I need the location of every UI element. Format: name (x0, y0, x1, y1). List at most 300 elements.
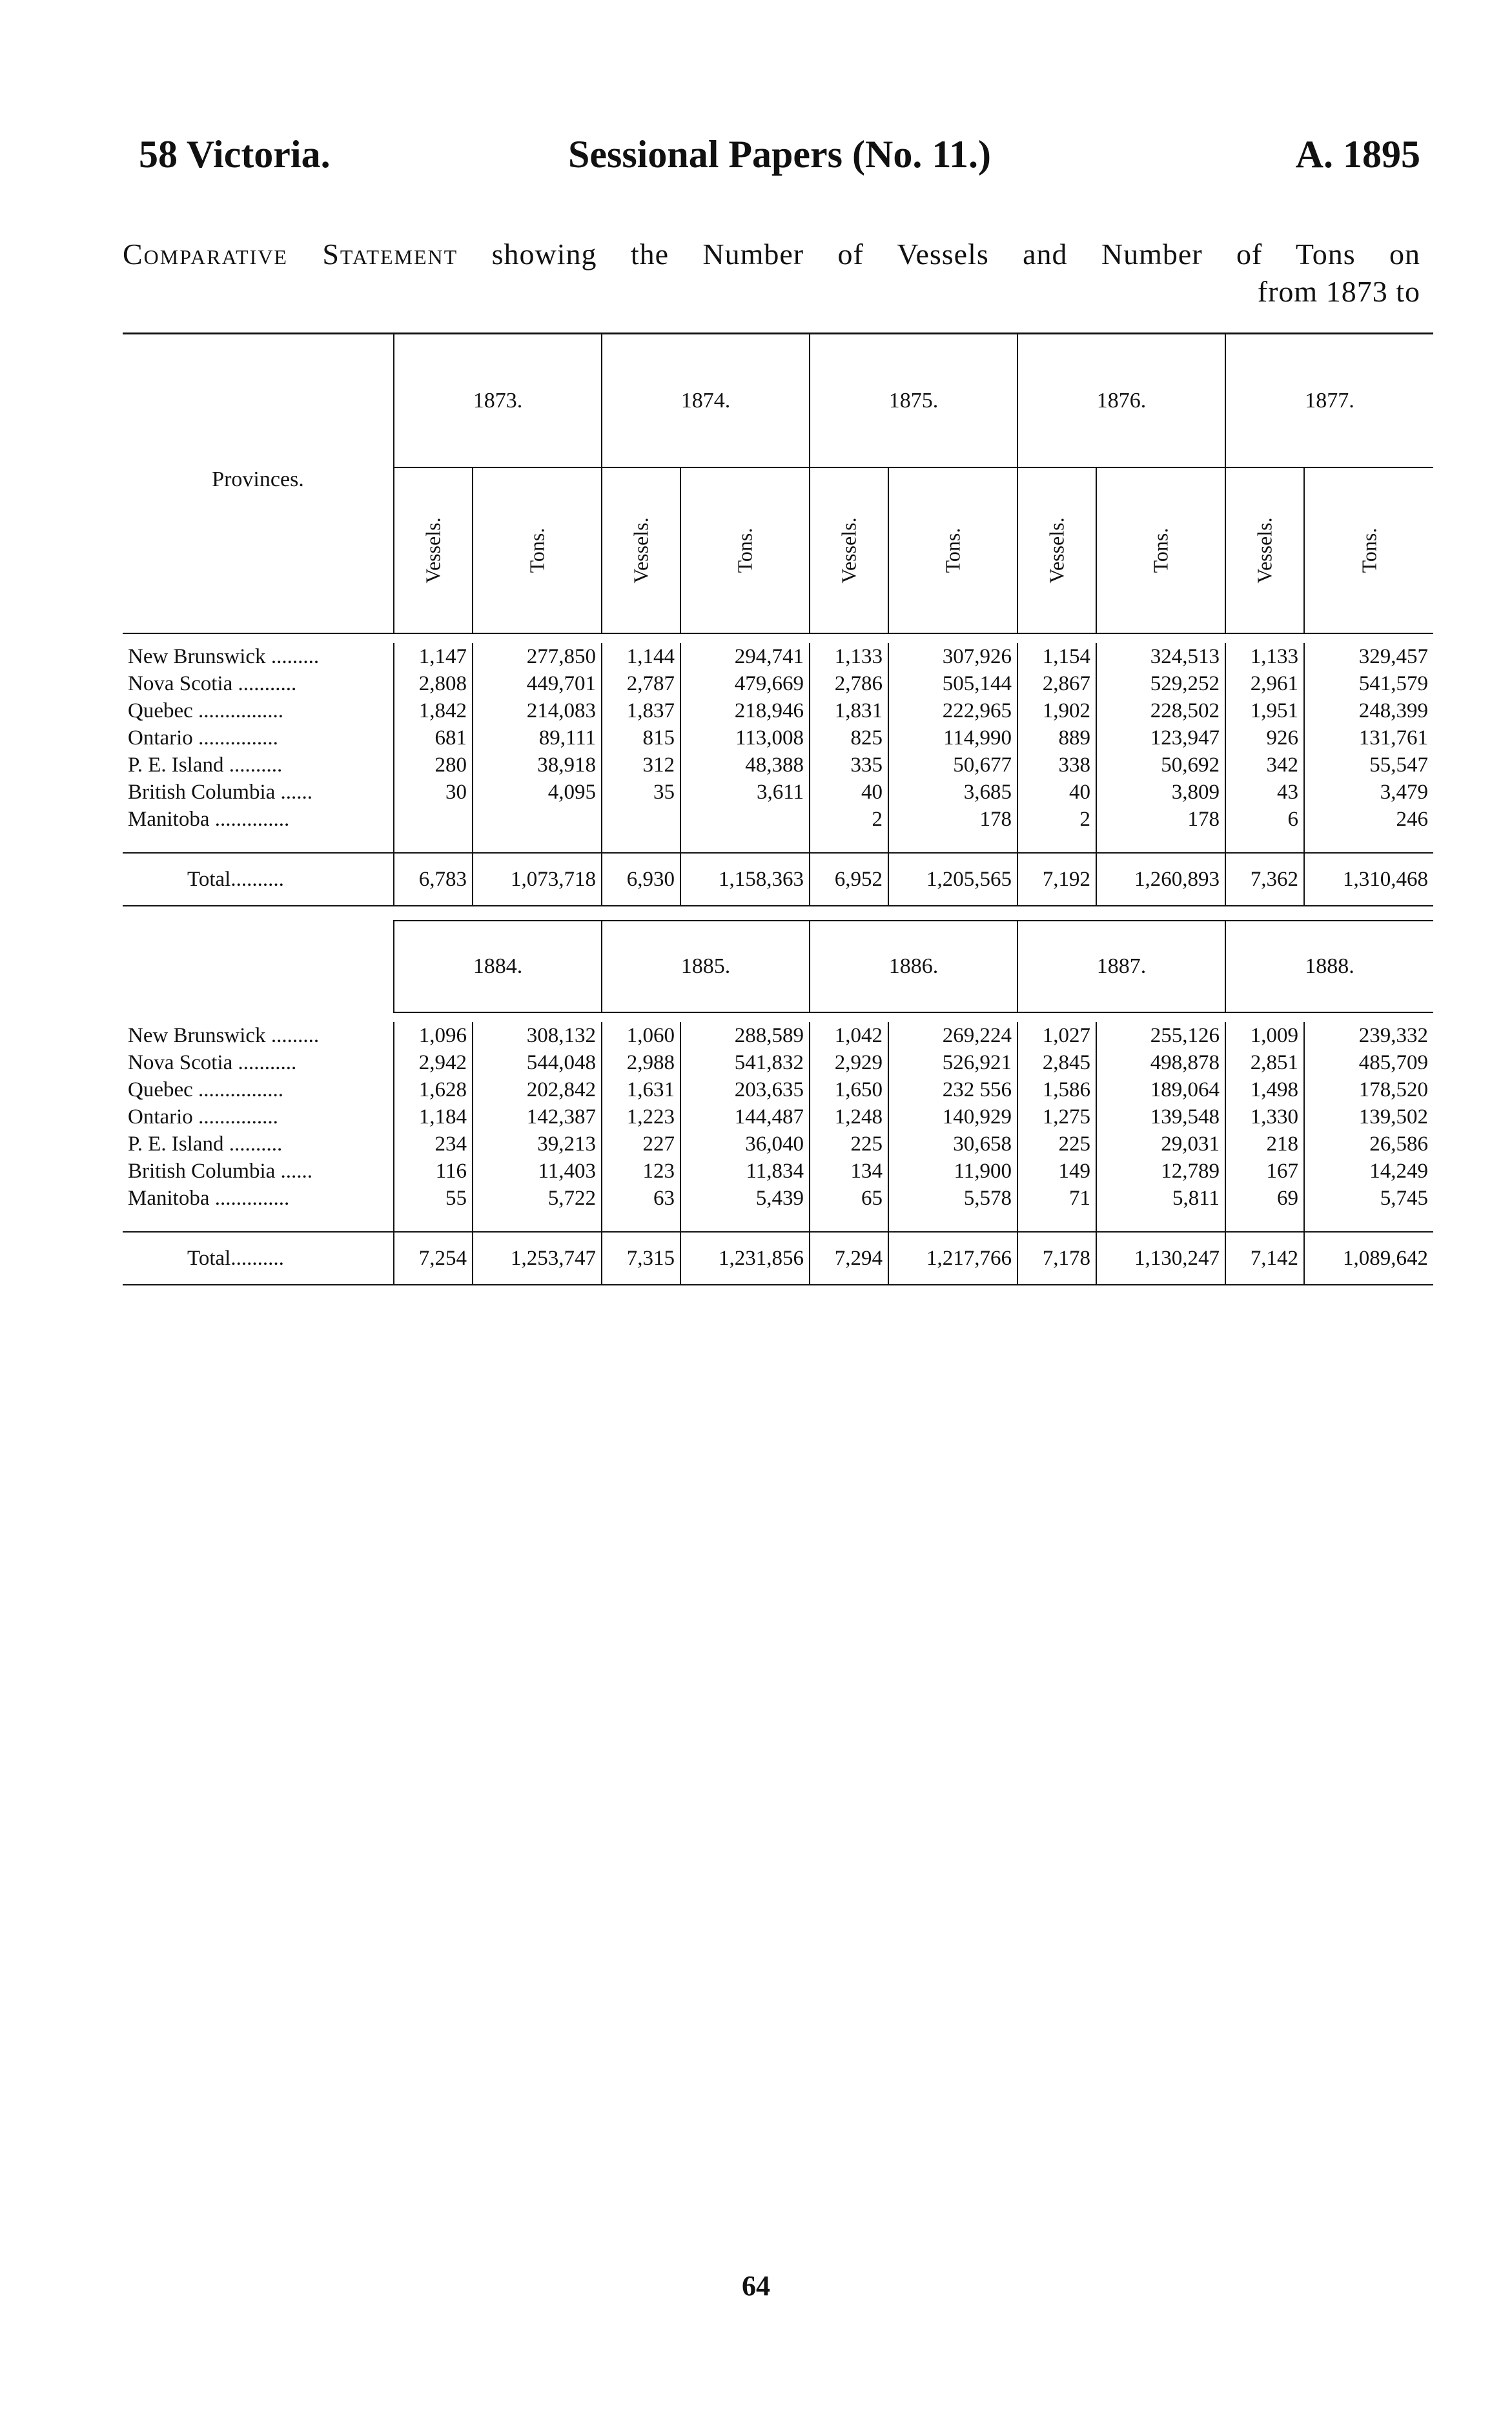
tons-cell: 277,850 (473, 643, 602, 670)
tons-label: Tons. (733, 527, 757, 573)
gap-cell (473, 1212, 602, 1232)
vessels-cell: 2,961 (1225, 670, 1304, 697)
vessels-cell: 335 (810, 752, 888, 779)
gap-cell (1096, 1212, 1225, 1232)
leader-dots: ........... (232, 1051, 297, 1074)
tons-cell: 5,439 (680, 1185, 810, 1212)
total-vessels: 6,952 (810, 853, 888, 906)
vessels-subheader (1017, 467, 1096, 633)
gap-cell (1304, 833, 1433, 853)
tons-cell: 3,611 (680, 779, 810, 806)
table-row (123, 697, 1433, 724)
vessels-cell: 2,786 (810, 670, 888, 697)
province-name (123, 1131, 394, 1158)
province-label: Quebec (128, 1078, 193, 1101)
province-name (123, 1185, 394, 1212)
province-name (123, 1103, 394, 1131)
leader-dots: ................ (192, 1078, 284, 1101)
vessels-cell: 1,498 (1225, 1076, 1304, 1103)
total-tons: 1,310,468 (1304, 853, 1433, 906)
vessels-cell: 1,060 (602, 1022, 680, 1049)
vessels-cell: 225 (1017, 1131, 1096, 1158)
total-row (123, 853, 1433, 906)
leader-dots: ............... (192, 1105, 278, 1129)
caption-line-1-rest: showing the Number of Vessels and Number of Tons on (458, 238, 1420, 271)
tons-cell: 50,692 (1096, 752, 1225, 779)
vessels-cell: 218 (1225, 1131, 1304, 1158)
total-tons: 1,089,642 (1304, 1232, 1433, 1285)
header-title: Sessional Papers (No. 11.) (567, 133, 992, 176)
gap-row (123, 833, 1433, 853)
vessels-cell (394, 806, 473, 833)
vessels-cell: 2 (810, 806, 888, 833)
tons-cell: 38,918 (473, 752, 602, 779)
leader-dots: .............. (209, 1187, 290, 1210)
vessels-cell: 1,842 (394, 697, 473, 724)
total-vessels: 7,142 (1225, 1232, 1304, 1285)
province-name (123, 724, 394, 752)
gap-cell (888, 1212, 1017, 1232)
tons-cell: 294,741 (680, 643, 810, 670)
total-label: Total (187, 1246, 231, 1270)
spacer-cell (123, 1012, 1433, 1022)
tons-cell: 114,990 (888, 724, 1017, 752)
province-name (123, 752, 394, 779)
vessels-cell: 1,586 (1017, 1076, 1096, 1103)
vessels-cell: 55 (394, 1185, 473, 1212)
vessels-cell: 1,951 (1225, 697, 1304, 724)
province-label: New Brunswick (128, 1024, 266, 1047)
tons-cell: 12,789 (1096, 1158, 1225, 1185)
vessels-cell: 149 (1017, 1158, 1096, 1185)
province-label: Manitoba (128, 1187, 210, 1210)
vessels-cell: 2,851 (1225, 1049, 1304, 1076)
tons-cell: 89,111 (473, 724, 602, 752)
year-header: 1885. (602, 921, 810, 1012)
total-vessels: 6,783 (394, 853, 473, 906)
total-tons: 1,130,247 (1096, 1232, 1225, 1285)
vessels-cell: 2,845 (1017, 1049, 1096, 1076)
province-name (123, 697, 394, 724)
tons-cell: 529,252 (1096, 670, 1225, 697)
provinces-label: Provinces. (123, 467, 394, 633)
tons-cell: 48,388 (680, 752, 810, 779)
table-row (123, 1022, 1433, 1049)
tons-cell: 11,834 (680, 1158, 810, 1185)
leader-dots: ......... (265, 1024, 320, 1047)
spacer-cell (123, 633, 1433, 643)
total-tons: 1,217,766 (888, 1232, 1017, 1285)
province-name (123, 1022, 394, 1049)
tons-cell: 5,722 (473, 1185, 602, 1212)
table-row (123, 1185, 1433, 1212)
tons-subheader (473, 467, 602, 633)
vessels-subheader (1225, 467, 1304, 633)
spacer-row (123, 633, 1433, 643)
vessels-cell: 167 (1225, 1158, 1304, 1185)
tons-cell: 3,809 (1096, 779, 1225, 806)
tons-cell: 26,586 (1369, 1132, 1428, 1156)
tons-cell: 308,132 (473, 1022, 602, 1049)
leader-dots: .......... (230, 867, 284, 891)
year-header: 1875. (810, 334, 1017, 468)
province-name (123, 779, 394, 806)
table-row (123, 806, 1433, 833)
tons-cell: 255,126 (1096, 1022, 1225, 1049)
spacer-row (123, 1012, 1433, 1022)
vessels-cell: 1,902 (1017, 697, 1096, 724)
tons-cell: 142,387 (473, 1103, 602, 1131)
tons-cell: 5,578 (888, 1185, 1017, 1212)
vessels-cell: 280 (394, 752, 473, 779)
vessels-cell: 889 (1017, 724, 1096, 752)
tons-cell: 239,332 (1358, 1024, 1428, 1047)
total-vessels: 7,254 (394, 1232, 473, 1285)
vessels-cell: 1,147 (394, 643, 473, 670)
province-label: New Brunswick (128, 645, 266, 668)
table-row (123, 1049, 1433, 1076)
leader-dots: .............. (209, 808, 290, 831)
province-label: P. E. Island (128, 753, 224, 777)
vessels-cell: 69 (1225, 1185, 1304, 1212)
leader-dots: ...... (275, 1160, 313, 1183)
vessels-cell: 225 (810, 1131, 888, 1158)
column-subheader-row (123, 467, 1433, 633)
tons-cell: 214,083 (473, 697, 602, 724)
gap-cell (1096, 833, 1225, 853)
year-header: 1887. (1017, 921, 1225, 1012)
year-header: 1886. (810, 921, 1017, 1012)
vessels-cell: 40 (810, 779, 888, 806)
gap-cell (810, 1212, 888, 1232)
table-row (123, 1131, 1433, 1158)
tons-cell: 329,457 (1358, 645, 1428, 668)
tons-cell: 485,709 (1358, 1051, 1428, 1074)
tons-cell: 55,547 (1369, 753, 1428, 777)
vessels-cell: 1,096 (394, 1022, 473, 1049)
header-volume: 58 Victoria. (139, 133, 331, 176)
tons-cell: 541,832 (680, 1049, 810, 1076)
table-row (123, 670, 1433, 697)
vessels-cell: 65 (810, 1185, 888, 1212)
province-label: British Columbia (128, 781, 276, 804)
gap-cell (1017, 833, 1096, 853)
tons-cell: 5,745 (1380, 1187, 1428, 1210)
province-name (123, 1158, 394, 1185)
vessels-cell: 338 (1017, 752, 1096, 779)
tons-cell: 139,548 (1096, 1103, 1225, 1131)
tons-label: Tons. (1356, 527, 1380, 573)
province-label: British Columbia (128, 1160, 276, 1183)
vessels-cell: 681 (394, 724, 473, 752)
total-tons: 1,260,893 (1096, 853, 1225, 906)
vessels-cell: 123 (602, 1158, 680, 1185)
table-caption (123, 236, 1420, 311)
tons-cell: 178 (888, 806, 1017, 833)
year-header: 1888. (1225, 921, 1433, 1012)
tons-cell: 140,929 (888, 1103, 1017, 1131)
tons-cell: 178,520 (1358, 1078, 1428, 1101)
tons-cell: 218,946 (680, 697, 810, 724)
vessels-cell: 1,223 (602, 1103, 680, 1131)
tons-cell: 203,635 (680, 1076, 810, 1103)
vessels-cell: 2,929 (810, 1049, 888, 1076)
vessels-cell: 134 (810, 1158, 888, 1185)
tons-cell: 14,249 (1369, 1160, 1428, 1183)
year-header: 1874. (602, 334, 810, 468)
table-row (123, 643, 1433, 670)
vessels-cell: 926 (1225, 724, 1304, 752)
total-label-cell (123, 853, 394, 906)
year-header: 1876. (1017, 334, 1225, 468)
gap-cell (1225, 1212, 1304, 1232)
tons-cell: 30,658 (888, 1131, 1017, 1158)
tons-cell: 498,878 (1096, 1049, 1225, 1076)
gap-cell (1017, 1212, 1096, 1232)
gap-cell (602, 1212, 680, 1232)
tons-cell: 449,701 (473, 670, 602, 697)
gap-cell (1304, 1212, 1433, 1232)
gap-cell (123, 1212, 394, 1232)
vessels-cell: 227 (602, 1131, 680, 1158)
leader-dots: ......... (265, 645, 320, 668)
tons-cell: 11,403 (473, 1158, 602, 1185)
statement-table-1884-1888 (123, 920, 1433, 1285)
tons-cell: 4,095 (473, 779, 602, 806)
gap-cell (602, 833, 680, 853)
tons-cell: 189,064 (1096, 1076, 1225, 1103)
vessels-cell: 1,042 (810, 1022, 888, 1049)
gap-cell (1225, 833, 1304, 853)
tons-cell: 232 556 (888, 1076, 1017, 1103)
vessels-cell: 1,027 (1017, 1022, 1096, 1049)
province-label: Quebec (128, 699, 193, 722)
total-label: Total (187, 867, 231, 891)
vessels-label: Vessels. (629, 517, 653, 584)
province-name (123, 1049, 394, 1076)
tons-cell: 178 (1096, 806, 1225, 833)
vessels-cell: 1,631 (602, 1076, 680, 1103)
vessels-cell: 1,837 (602, 697, 680, 724)
total-row (123, 1232, 1433, 1285)
year-header-row (123, 334, 1433, 468)
vessels-label: Vessels. (837, 517, 861, 584)
leader-dots: ........... (232, 672, 297, 695)
tons-cell: 50,677 (888, 752, 1017, 779)
gap-cell (394, 833, 473, 853)
table-row (123, 752, 1433, 779)
tons-cell: 144,487 (680, 1103, 810, 1131)
gap-cell (473, 833, 602, 853)
tons-cell: 307,926 (888, 643, 1017, 670)
total-label-cell (123, 1232, 394, 1285)
leader-dots: .......... (223, 753, 283, 777)
vessels-cell: 1,184 (394, 1103, 473, 1131)
gap-cell (394, 1212, 473, 1232)
tons-cell: 324,513 (1096, 643, 1225, 670)
total-tons: 1,253,747 (473, 1232, 602, 1285)
vessels-cell: 825 (810, 724, 888, 752)
vessels-cell: 6 (1225, 806, 1304, 833)
total-vessels: 7,178 (1017, 1232, 1096, 1285)
tons-cell: 288,589 (680, 1022, 810, 1049)
tons-cell: 3,479 (1380, 781, 1428, 804)
vessels-cell: 2,808 (394, 670, 473, 697)
year-header: 1873. (394, 334, 602, 468)
vessels-subheader (394, 467, 473, 633)
tons-subheader (680, 467, 810, 633)
tons-cell: 113,008 (680, 724, 810, 752)
page-number: 64 (742, 2270, 770, 2302)
vessels-cell: 2,942 (394, 1049, 473, 1076)
gap-cell (680, 833, 810, 853)
province-label: Ontario (128, 1105, 193, 1129)
vessels-cell: 1,330 (1225, 1103, 1304, 1131)
table-row (123, 1158, 1433, 1185)
tons-label: Tons. (1149, 527, 1172, 573)
tons-cell: 3,685 (888, 779, 1017, 806)
vessels-label: Vessels. (1045, 517, 1068, 584)
gap-row (123, 1212, 1433, 1232)
vessels-cell: 40 (1017, 779, 1096, 806)
vessels-cell: 1,009 (1225, 1022, 1304, 1049)
vessels-cell: 815 (602, 724, 680, 752)
header-year: A. 1895 (1295, 133, 1420, 176)
vessels-cell: 2 (1017, 806, 1096, 833)
total-vessels: 7,294 (810, 1232, 888, 1285)
leader-dots: .......... (230, 1246, 284, 1270)
province-name (123, 643, 394, 670)
provinces-header-cell (123, 334, 394, 468)
vessels-cell: 1,831 (810, 697, 888, 724)
tons-cell (680, 806, 810, 833)
tons-subheader (1096, 467, 1225, 633)
province-label: P. E. Island (128, 1132, 224, 1156)
tons-cell: 222,965 (888, 697, 1017, 724)
vessels-cell: 1,133 (810, 643, 888, 670)
vessels-cell: 234 (394, 1131, 473, 1158)
tons-cell: 202,842 (473, 1076, 602, 1103)
vessels-subheader (810, 467, 888, 633)
caption-line-2: from 1873 to (1257, 275, 1420, 308)
vessels-cell: 1,628 (394, 1076, 473, 1103)
caption-smallcaps: Comparative Statement (123, 238, 458, 271)
table-row (123, 724, 1433, 752)
vessels-cell: 1,275 (1017, 1103, 1096, 1131)
tons-cell: 246 (1396, 808, 1428, 831)
vessels-cell: 1,133 (1225, 643, 1304, 670)
total-vessels: 6,930 (602, 853, 680, 906)
province-name (123, 1076, 394, 1103)
tons-cell: 11,900 (888, 1158, 1017, 1185)
vessels-cell: 116 (394, 1158, 473, 1185)
vessels-cell: 43 (1225, 779, 1304, 806)
vessels-cell: 1,650 (810, 1076, 888, 1103)
tons-cell: 269,224 (888, 1022, 1017, 1049)
tons-cell: 505,144 (888, 670, 1017, 697)
vessels-cell: 342 (1225, 752, 1304, 779)
province-label: Nova Scotia (128, 1051, 233, 1074)
tons-subheader (1304, 467, 1433, 633)
tons-cell: 5,811 (1096, 1185, 1225, 1212)
vessels-subheader (602, 467, 680, 633)
vessels-cell: 2,988 (602, 1049, 680, 1076)
tons-label: Tons. (525, 527, 549, 573)
leader-dots: ................ (192, 699, 284, 722)
vessels-cell: 71 (1017, 1185, 1096, 1212)
vessels-cell: 1,154 (1017, 643, 1096, 670)
vessels-cell: 2,787 (602, 670, 680, 697)
vessels-cell: 63 (602, 1185, 680, 1212)
province-label: Nova Scotia (128, 672, 233, 695)
province-label: Manitoba (128, 808, 210, 831)
total-vessels: 7,315 (602, 1232, 680, 1285)
tons-cell: 139,502 (1358, 1105, 1428, 1129)
tons-cell: 479,669 (680, 670, 810, 697)
vessels-cell: 1,144 (602, 643, 680, 670)
leader-dots: ............... (192, 726, 278, 750)
gap-cell (680, 1212, 810, 1232)
tons-cell: 541,579 (1358, 672, 1428, 695)
gap-cell (810, 833, 888, 853)
table-row (123, 779, 1433, 806)
vessels-cell (602, 806, 680, 833)
provinces-header-cell (123, 921, 394, 1012)
page-header (139, 132, 1420, 190)
statement-table-1873-1877 (123, 333, 1433, 906)
total-tons: 1,073,718 (473, 853, 602, 906)
vessels-cell: 30 (394, 779, 473, 806)
year-header-row (123, 921, 1433, 1012)
total-vessels: 7,192 (1017, 853, 1096, 906)
province-name (123, 670, 394, 697)
year-header: 1884. (394, 921, 602, 1012)
vessels-cell: 2,867 (1017, 670, 1096, 697)
province-label: Ontario (128, 726, 193, 750)
table-row (123, 1076, 1433, 1103)
tons-label: Tons. (941, 527, 965, 573)
tons-cell: 544,048 (473, 1049, 602, 1076)
province-name (123, 806, 394, 833)
tons-cell: 248,399 (1358, 699, 1428, 722)
total-tons: 1,205,565 (888, 853, 1017, 906)
tons-cell: 131,761 (1358, 726, 1428, 750)
leader-dots: ...... (275, 781, 313, 804)
total-tons: 1,158,363 (680, 853, 810, 906)
leader-dots: .......... (223, 1132, 283, 1156)
total-tons: 1,231,856 (680, 1232, 810, 1285)
caption-line-1 (123, 236, 1420, 273)
vessels-label: Vessels. (1252, 517, 1276, 584)
gap-cell (888, 833, 1017, 853)
total-vessels: 7,362 (1225, 853, 1304, 906)
tons-cell: 29,031 (1096, 1131, 1225, 1158)
year-header: 1877. (1225, 334, 1433, 468)
gap-cell (123, 833, 394, 853)
vessels-cell: 35 (602, 779, 680, 806)
tons-subheader (888, 467, 1017, 633)
tons-cell: 39,213 (473, 1131, 602, 1158)
vessels-cell: 1,248 (810, 1103, 888, 1131)
vessels-label: Vessels. (421, 517, 445, 584)
tons-cell (473, 806, 602, 833)
tons-cell: 526,921 (888, 1049, 1017, 1076)
vessels-cell: 312 (602, 752, 680, 779)
tons-cell: 228,502 (1096, 697, 1225, 724)
tons-cell: 123,947 (1096, 724, 1225, 752)
table-row (123, 1103, 1433, 1131)
tons-cell: 36,040 (680, 1131, 810, 1158)
